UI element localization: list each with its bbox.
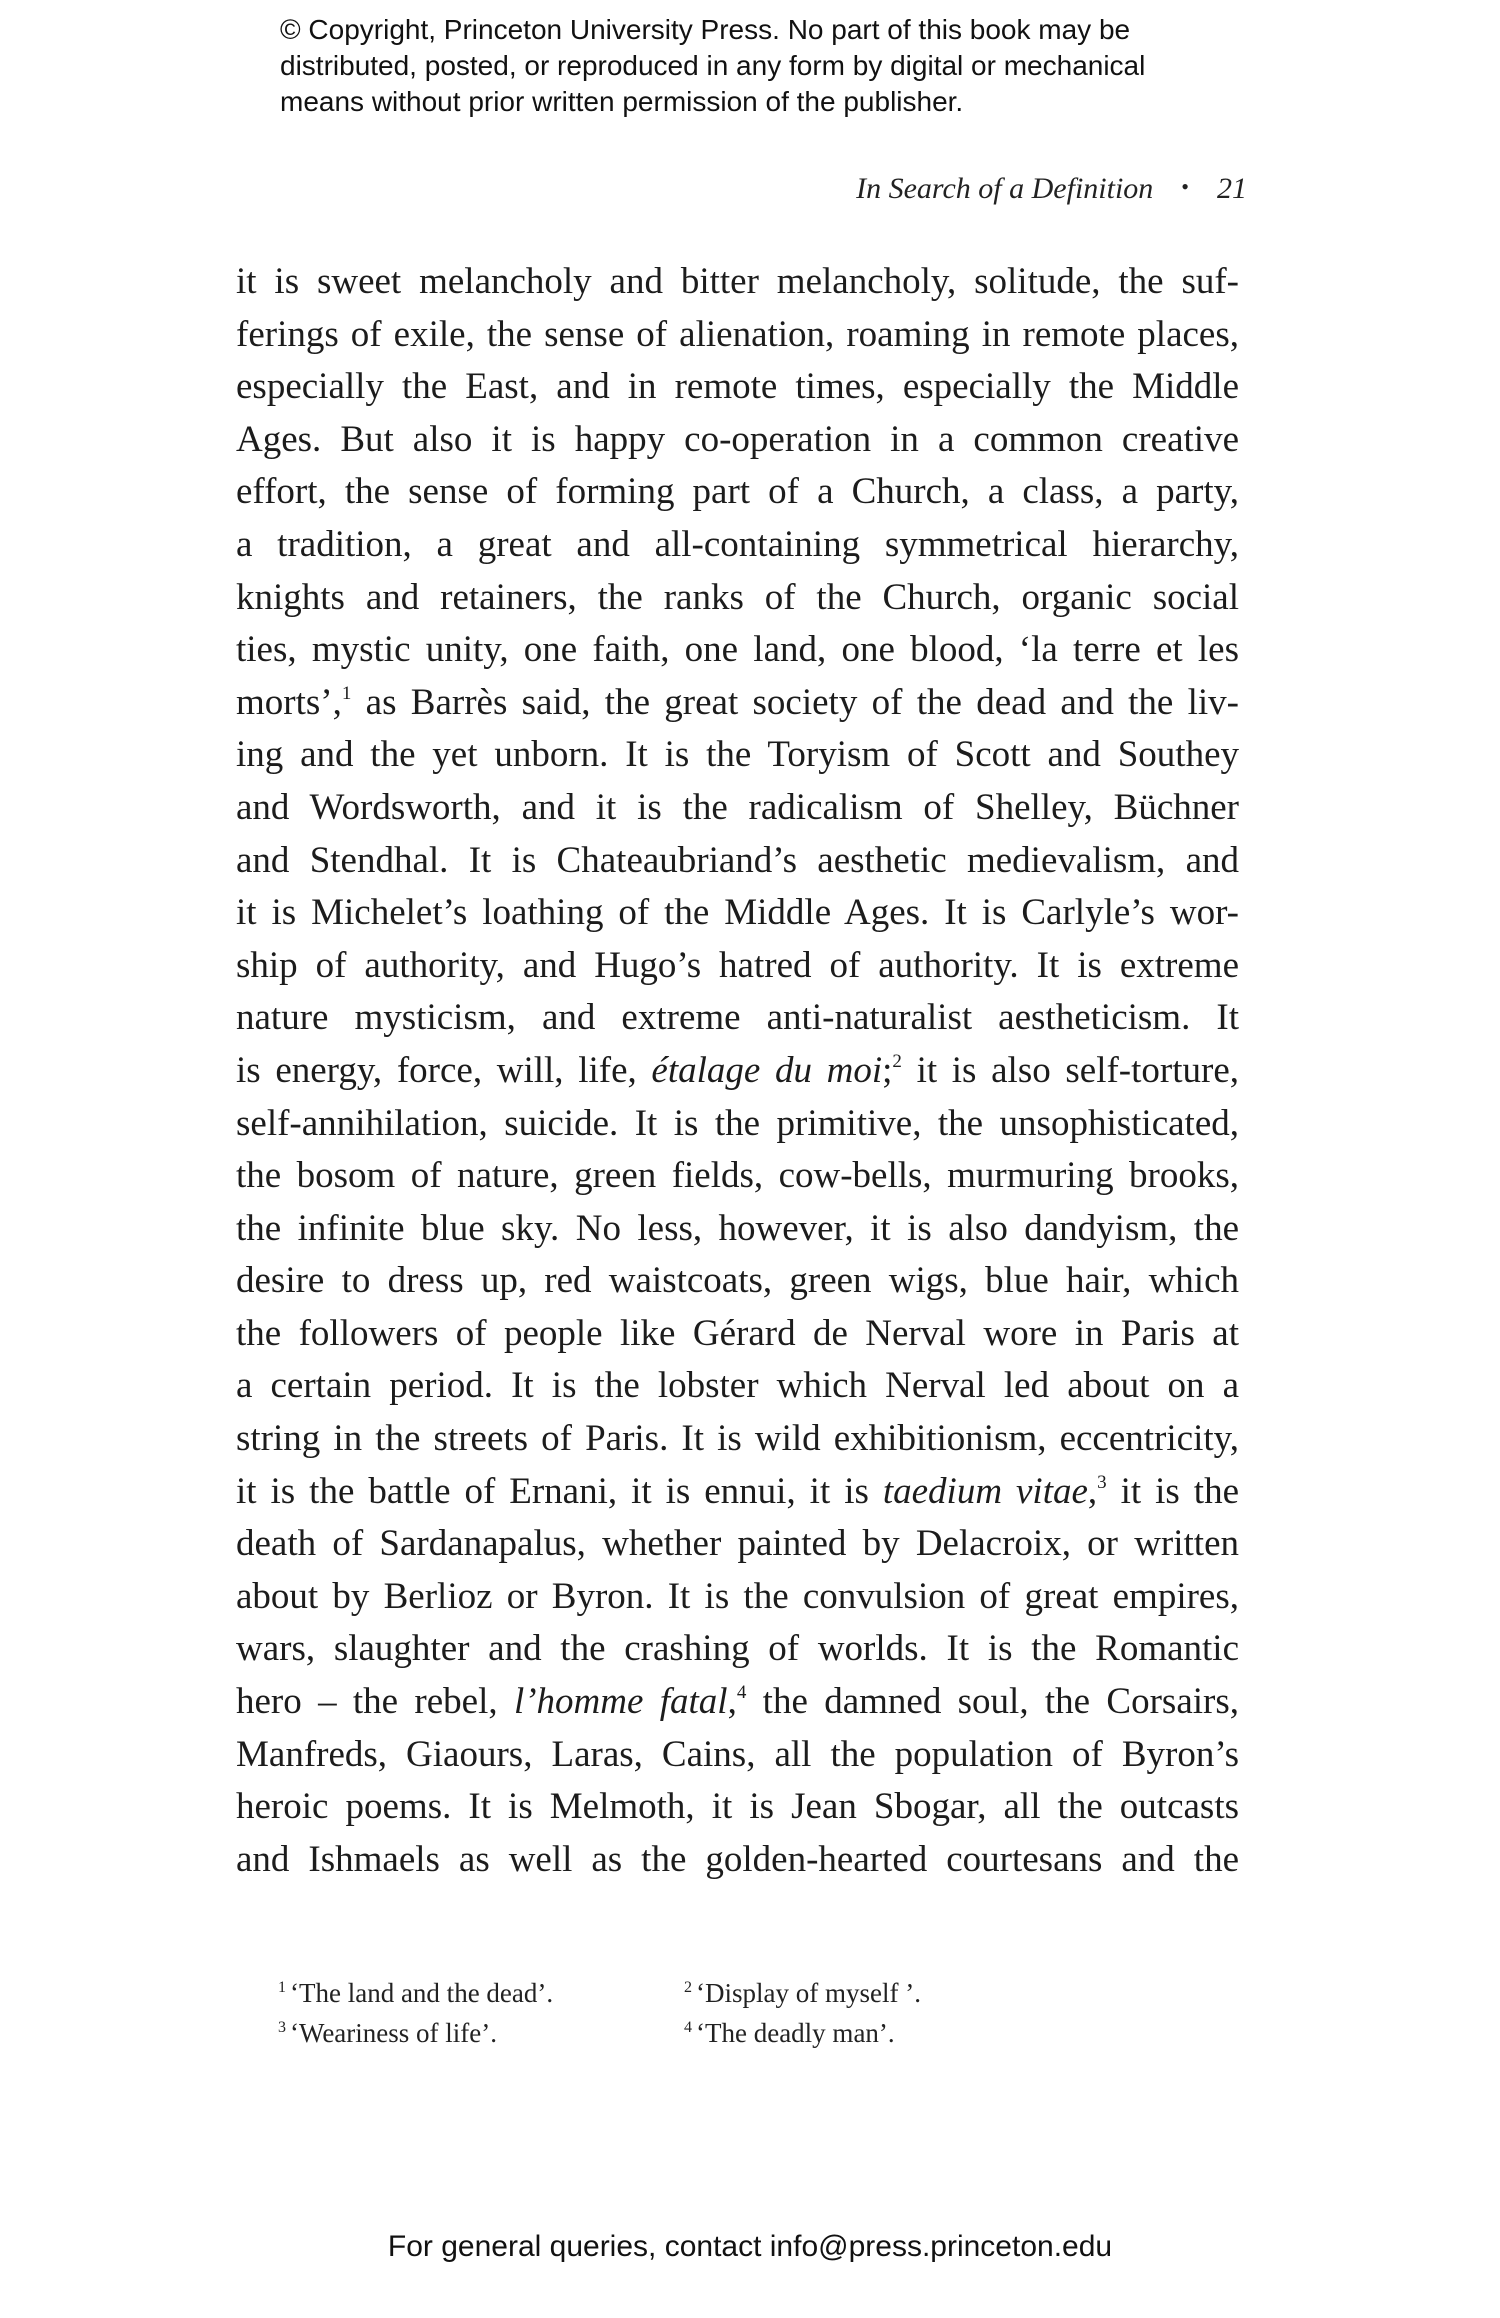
text-line: the bosom of nature, green fields, cow-bells, murmuring brooks, — [236, 1155, 1239, 1197]
footnote-text: ‘The deadly man’. — [696, 2018, 895, 2048]
text-line: ship of authority, and Hugo’s hatred of authority. It is extreme — [236, 944, 1239, 986]
text-line: ing and the yet unborn. It is the Toryism of Scott and Southey — [236, 734, 1239, 776]
footnote-1 — [278, 1968, 553, 2013]
footnote-3 — [278, 2008, 497, 2053]
text-line: the infinite blue sky. No less, however, it is also dandyism, the — [236, 1207, 1239, 1249]
text-line: the followers of people like Gérard de Nerval wore in Paris at — [236, 1312, 1239, 1354]
text-segment: morts’, — [236, 681, 342, 723]
text-line: a tradition, a great and all-containing symmetrical hierarchy, — [236, 523, 1239, 565]
copyright-line: means without prior written permission of the publisher. — [280, 86, 964, 117]
footnote-text: ‘The land and the dead’. — [290, 1978, 554, 2008]
footnote-4 — [684, 2008, 895, 2053]
text-line: ties, mystic unity, one faith, one land, one blood, ‘la terre et les — [236, 629, 1239, 671]
running-head-title: In Search of a Definition — [856, 172, 1154, 205]
text-line — [236, 677, 1239, 730]
text-segment: , — [1087, 1470, 1098, 1512]
body-paragraph — [236, 256, 1239, 1886]
text-line: a certain period. It is the lobster which Nerval led about on a — [236, 1365, 1239, 1407]
footnote-marker: 3 — [1097, 1471, 1107, 1493]
text-line: about by Berlioz or Byron. It is the convulsion of great empires, — [236, 1575, 1239, 1617]
text-segment: ; — [882, 1049, 893, 1091]
text-line: self-annihilation, suicide. It is the primitive, the unsophisticated, — [236, 1102, 1239, 1144]
running-head-bullet: • — [1181, 174, 1189, 199]
text-segment: it is the — [1106, 1470, 1239, 1512]
text-line: Ages. But also it is happy co-operation in a common creative — [236, 418, 1239, 460]
text-segment: it is also self-torture, — [901, 1049, 1239, 1091]
footnote-text: ‘Weariness of life’. — [290, 2018, 497, 2048]
italic-phrase: l’homme fatal — [513, 1681, 728, 1723]
text-segment: it is the battle of Ernani, it is ennui, it is — [236, 1470, 883, 1512]
text-segment: the damned soul, the Corsairs, — [746, 1681, 1239, 1723]
text-segment: hero – the rebel, — [236, 1681, 514, 1723]
text-line — [236, 1466, 1239, 1519]
footnote-number: 1 — [278, 1979, 286, 1996]
footnote-row — [278, 2008, 978, 2048]
text-line: nature mysticism, and extreme anti-naturalist aestheticism. It — [236, 997, 1239, 1039]
italic-phrase: taedium vitae — [882, 1470, 1088, 1512]
text-line: knights and retainers, the ranks of the Church, organic social — [236, 576, 1239, 618]
footer-contact: For general queries, contact info@press.princeton.edu — [387, 2230, 1113, 2263]
copyright-notice — [280, 12, 1280, 120]
text-line: it is Michelet’s loathing of the Middle Ages. It is Carlyle’s wor- — [236, 892, 1239, 934]
footnote-number: 2 — [684, 1979, 692, 1996]
text-line: desire to dress up, red waistcoats, green wigs, blue hair, which — [236, 1260, 1239, 1302]
text-line: especially the East, and in remote times, especially the Middle — [236, 366, 1239, 408]
text-line: string in the streets of Paris. It is wild exhibitionism, eccentricity, — [236, 1418, 1239, 1460]
footnote-marker: 2 — [892, 1050, 902, 1072]
text-segment: is energy, force, will, life, — [236, 1049, 652, 1091]
running-head — [856, 172, 1247, 206]
footnote-marker: 4 — [736, 1682, 747, 1704]
footnotes — [278, 1968, 978, 2048]
copyright-line: distributed, posted, or reproduced in any form by digital or mechanical — [280, 50, 1146, 81]
italic-phrase: étalage du moi — [651, 1049, 883, 1091]
footnote-number: 4 — [684, 2019, 692, 2036]
text-segment: , — [727, 1681, 737, 1723]
text-line: and Ishmaels as well as the golden-hearted courtesans and the — [236, 1838, 1239, 1880]
text-line: and Stendhal. It is Chateaubriand’s aesthetic medievalism, and — [236, 839, 1239, 881]
text-line: heroic poems. It is Melmoth, it is Jean Sbogar, all the outcasts — [236, 1786, 1239, 1828]
text-line: wars, slaughter and the crashing of worlds. It is the Romantic — [236, 1628, 1239, 1670]
text-line — [236, 1045, 1239, 1098]
page-number: 21 — [1217, 172, 1247, 205]
text-line: ferings of exile, the sense of alienation, roaming in remote places, — [236, 313, 1239, 355]
footnote-marker: 1 — [341, 682, 352, 704]
footnote-row — [278, 1968, 978, 2008]
text-line: death of Sardanapalus, whether painted by Delacroix, or written — [236, 1523, 1239, 1565]
text-line: effort, the sense of forming part of a Church, a class, a party, — [236, 471, 1239, 513]
footnote-number: 3 — [278, 2019, 286, 2036]
text-line: and Wordsworth, and it is the radicalism of Shelley, Büchner — [236, 786, 1239, 828]
text-line — [236, 1676, 1239, 1729]
footnote-text: ‘Display of myself ’. — [696, 1978, 921, 2008]
text-line: it is sweet melancholy and bitter melancholy, solitude, the suf- — [236, 261, 1239, 302]
footnote-2 — [684, 1968, 921, 2013]
copyright-line: © Copyright, Princeton University Press. No part of this book may be — [280, 14, 1131, 45]
text-line: Manfreds, Giaours, Laras, Cains, all the population of Byron’s — [236, 1733, 1239, 1775]
text-segment: as Barrès said, the great society of the dead and the liv- — [351, 681, 1239, 723]
